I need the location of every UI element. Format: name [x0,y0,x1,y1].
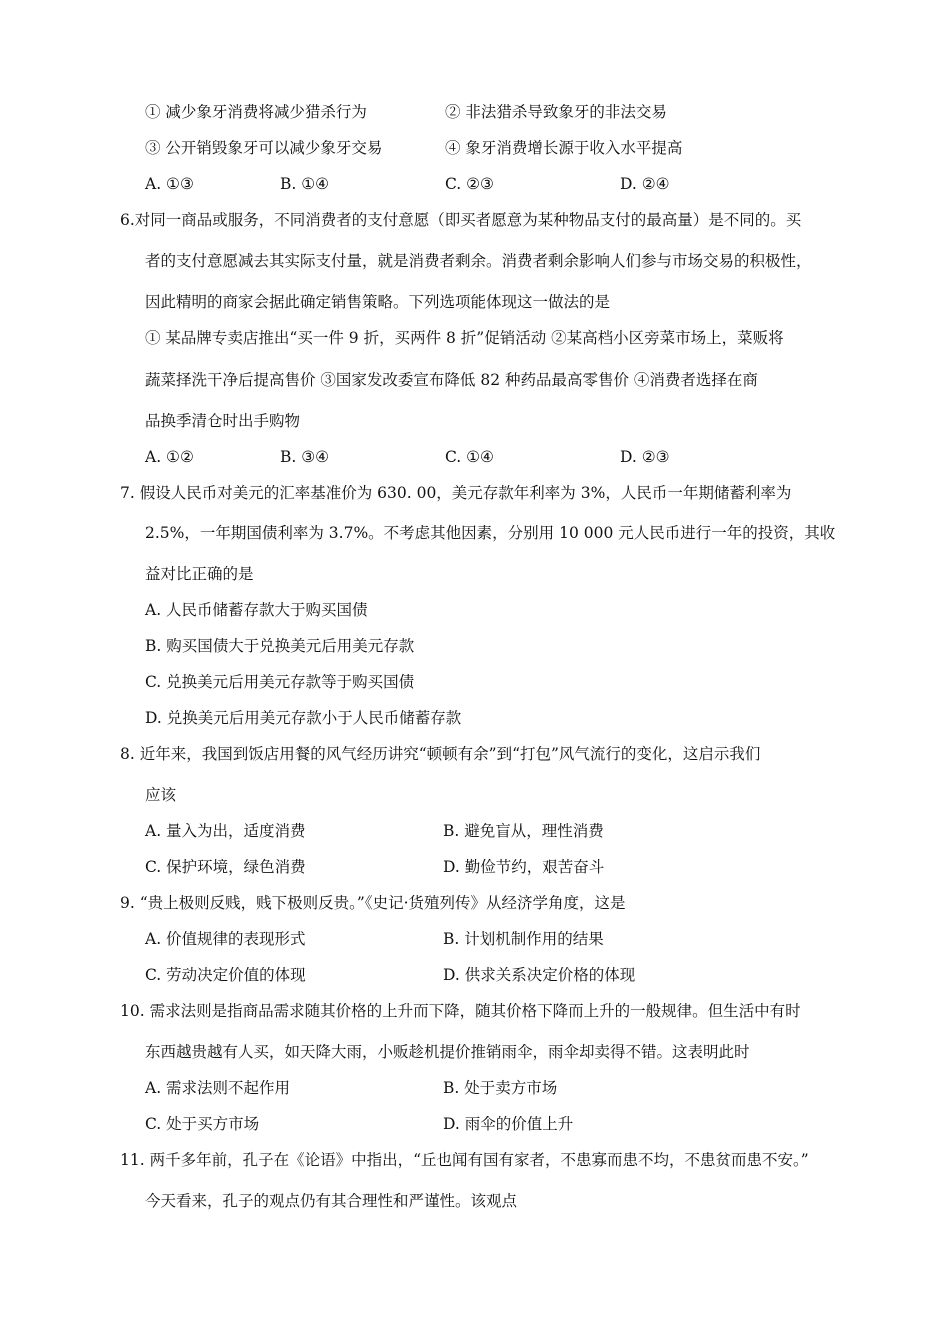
q5-option-a: A. ①③ [145,175,194,193]
q10-option-a: A. 需求法则不起作用 [145,1079,291,1097]
q6-option-c: C. ①④ [445,448,494,466]
q6-statements-line-2: 蔬菜择洗干净后提高售价 ③国家发改委宣布降低 82 种药品最高零售价 ④消费者选择在商 [145,371,758,389]
q10-stem-line-2: 东西越贵越有人买，如天降大雨，小贩趁机提价推销雨伞，雨伞却卖得不错。这表明此时 [145,1043,750,1061]
q6-stem-line-3: 因此精明的商家会据此确定销售策略。下列选项能体现这一做法的是 [145,293,611,311]
q6-option-d: D. ②③ [620,448,670,466]
q5-statement-2: ② 非法猎杀导致象牙的非法交易 [445,103,667,121]
q6-option-a: A. ①② [145,448,194,466]
q6-stem-line-1: 6.对同一商品或服务，不同消费者的支付意愿（即买者愿意为某种物品支付的最高量）是不同的。买 [120,211,802,229]
q5-option-c: C. ②③ [445,175,494,193]
q6-option-b: B. ③④ [280,448,330,466]
q5-statement-3: ③ 公开销毁象牙可以减少象牙交易 [145,139,383,157]
q5-statement-1: ① 减少象牙消费将减少猎杀行为 [145,103,367,121]
q8-option-c: C. 保护环境，绿色消费 [145,858,306,876]
q6-statements-line-1: ① 某品牌专卖店推出“买一件 9 折，买两件 8 折”促销活动 ②某高档小区旁菜市场上，菜贩将 [145,329,784,347]
q7-stem-line-1: 7. 假设人民币对美元的汇率基准价为 630. 00，美元存款年利率为 3%，人民币一年期储蓄利率为 [120,484,792,502]
q8-stem-line-1: 8. 近年来，我国到饭店用餐的风气经历讲究“顿顿有余”到“打包”风气流行的变化，这启示我们 [120,745,761,763]
q9-option-a: A. 价值规律的表现形式 [145,930,306,948]
q9-stem-line-1: 9. “贵上极则反贱，贱下极则反贵。”《史记·货殖列传》从经济学角度，这是 [120,894,626,912]
q7-option-c: C. 兑换美元后用美元存款等于购买国债 [145,673,415,691]
q10-option-b: B. 处于卖方市场 [443,1079,558,1097]
q8-option-b: B. 避免盲从，理性消费 [443,822,604,840]
q6-statements-line-3: 品换季清仓时出手购物 [145,412,301,430]
q7-stem-line-3: 益对比正确的是 [145,565,254,583]
q7-option-a: A. 人民币储蓄存款大于购买国债 [145,601,368,619]
q7-stem-line-2: 2.5%，一年期国债利率为 3.7%。不考虑其他因素，分别用 10 000 元人民币进行一年的投资，其收 [145,524,836,542]
q8-option-d: D. 勤俭节约，艰苦奋斗 [443,858,605,876]
q5-option-b: B. ①④ [280,175,330,193]
q11-stem-line-1: 11. 两千多年前，孔子在《论语》中指出，“丘也闻有国有家者，不患寡而患不均，不患贫而患不安。” [120,1151,809,1169]
q10-option-d: D. 雨伞的价值上升 [443,1115,574,1133]
q9-option-d: D. 供求关系决定价格的体现 [443,966,636,984]
q6-stem-line-2: 者的支付意愿减去其实际支付量，就是消费者剩余。消费者剩余影响人们参与市场交易的积极性， [145,252,812,270]
q8-stem-line-2: 应该 [145,786,177,804]
q5-option-d: D. ②④ [620,175,670,193]
q5-statement-4: ④ 象牙消费增长源于收入水平提高 [445,139,683,157]
q10-stem-line-1: 10. 需求法则是指商品需求随其价格的上升而下降，随其价格下降而上升的一般规律。但生活中有时 [120,1002,801,1020]
q8-option-a: A. 量入为出，适度消费 [145,822,306,840]
q7-option-d: D. 兑换美元后用美元存款小于人民币储蓄存款 [145,709,462,727]
q9-option-c: C. 劳动决定价值的体现 [145,966,306,984]
q11-stem-line-2: 今天看来，孔子的观点仍有其合理性和严谨性。该观点 [145,1192,518,1210]
q10-option-c: C. 处于买方市场 [145,1115,260,1133]
q7-option-b: B. 购买国债大于兑换美元后用美元存款 [145,637,415,655]
q9-option-b: B. 计划机制作用的结果 [443,930,604,948]
